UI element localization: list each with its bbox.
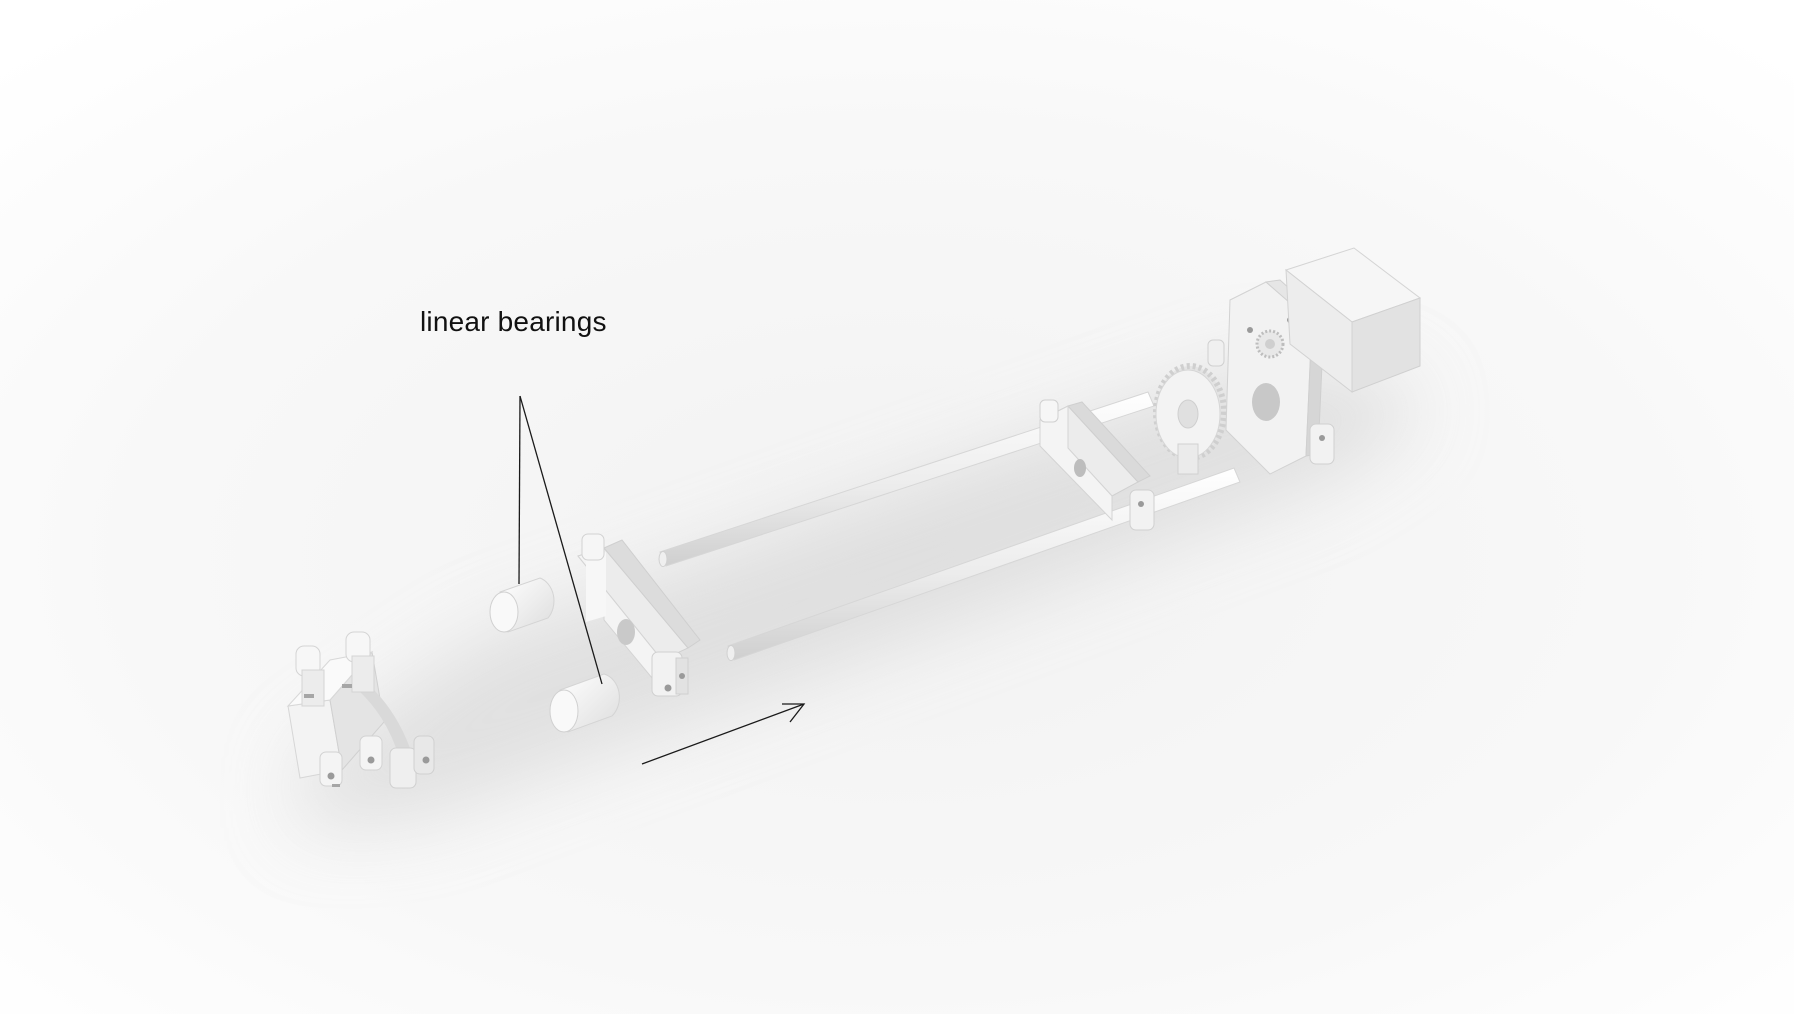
annotation-label: linear bearings [420,306,607,337]
